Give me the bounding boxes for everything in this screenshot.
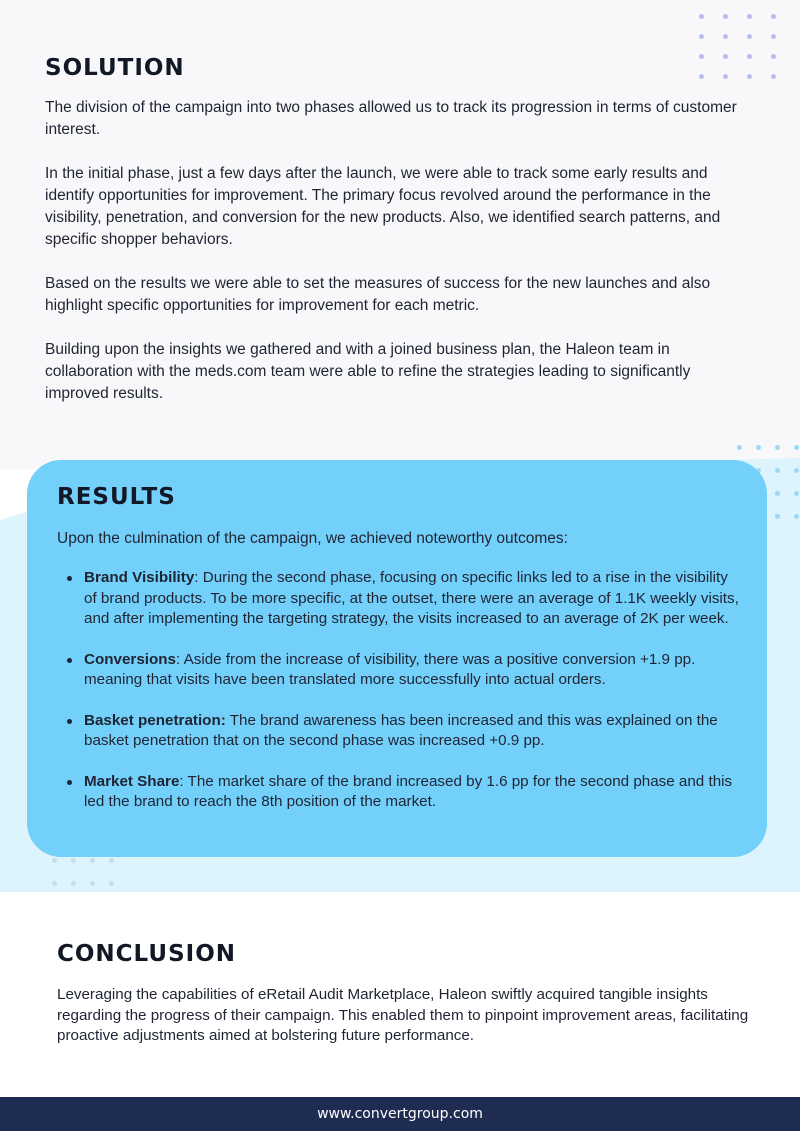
item-text: : During the second phase, focusing on specific links led to a rise in the visibility of brand products. To be more specific, at the outset, there were an average of 1.1K weekly visits, and after implementing the targeting strategy, the visits increased to an average of 2K per week. — [84, 569, 739, 627]
item-text: The brand awareness has been increased and this was explained on the basket penetration that on the second phase was increased +0.9 pp. — [84, 711, 718, 749]
website-link[interactable]: www.convertgroup.com — [317, 1106, 483, 1122]
results-intro: Upon the culmination of the campaign, we achieved noteworthy outcomes: — [57, 530, 568, 547]
results-card — [27, 460, 767, 857]
section-heading: SOLUTION — [45, 55, 185, 81]
item-text: : Aside from the increase of visibility, there was a positive conversion +1.9 pp. meaning that visits have been translated more successfully into actual orders. — [84, 650, 696, 688]
section-heading: RESULTS — [57, 484, 176, 510]
conclusion-section — [57, 941, 757, 1047]
paragraph: Based on the results we were able to set the measures of success for the new launches and also highlight specific opportunities for improvement for each metric. — [45, 275, 711, 314]
list-item — [84, 650, 743, 691]
decorative-dot-grid — [52, 858, 114, 886]
list-item — [84, 772, 743, 813]
solution-section — [45, 55, 755, 427]
paragraph: Building upon the insights we gathered and with a joined business plan, the Haleon team in collaboration with the meds.com team were able to refine the strategies leading to significantly improved results. — [45, 341, 691, 402]
list-item — [84, 568, 743, 630]
item-text: : The market share of the brand increased by 1.6 pp for the second phase and this led the brand to reach the 8th position of the market. — [84, 772, 733, 810]
item-title: Basket penetration: — [84, 711, 226, 729]
paragraph: In the initial phase, just a few days after the launch, we were able to track some early results and identify opportunities for improvement. The primary focus revolved around the performance in the visibility, penetration, and conversion for the new products. Also, we identified search patterns, and specific shopper behaviors. — [45, 165, 721, 248]
paragraph: Leveraging the capabilities of eRetail Audit Marketplace, Haleon swiftly acquired tangible insights regarding the progress of their campaign. This enabled them to pinpoint improvement areas, facilitating proactive adjustments aimed at bolstering future performance. — [57, 986, 749, 1044]
item-title: Brand Visibility — [84, 569, 195, 586]
footer-bar — [0, 1097, 800, 1131]
paragraph: The division of the campaign into two phases allowed us to track its progression in terms of customer interest. — [45, 99, 737, 138]
item-title: Market Share — [84, 772, 180, 790]
item-title: Conversions — [84, 650, 176, 668]
results-list — [57, 568, 743, 813]
section-heading: CONCLUSION — [57, 941, 236, 967]
list-item — [84, 711, 743, 752]
